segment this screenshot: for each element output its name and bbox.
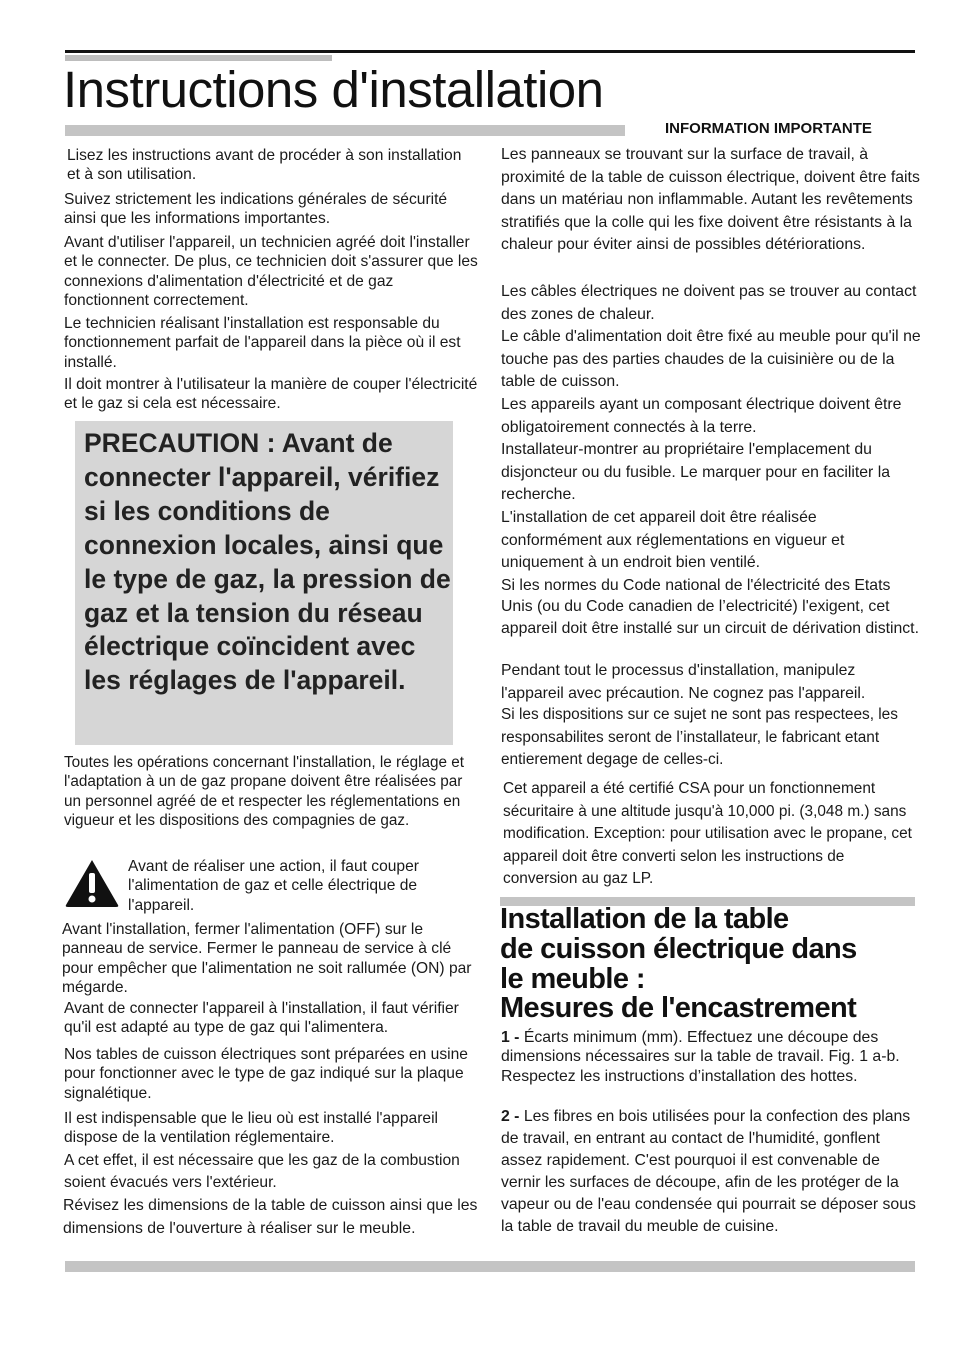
step-1-text: Écarts minimum (mm). Effectuez une découpe des dimensions nécessaires sur la table de travail. Fig. 1 a-b. xyxy=(501,1029,900,1066)
right-para-4: Les appareils ayant un composant électrique doivent être obligatoirement connectés à la terre. xyxy=(501,396,902,436)
left-para-9: Nos tables de cuisson électriques sont préparées en usine pour fonctionner avec le type de gaz indiqué sur la plaque signalétique. xyxy=(64,1046,468,1102)
step-2-number: 2 - xyxy=(501,1108,520,1125)
step-1-number: 1 - xyxy=(501,1029,520,1046)
right-para-7: Si les normes du Code national de l'électricité des Etats Unis (ou du Code canadien de l’electricité) l'exigent, cet appareil doit être installé sur un circuit de dérivation distinct. xyxy=(501,577,919,637)
left-para-7: Avant l'installation, fermer l'alimentation (OFF) sur le panneau de service. Fermer le panneau de service à clé pour empêcher que l'alimentation ne soit rallumée (ON) par mégarde. xyxy=(62,921,472,997)
left-para-2: Suivez strictement les indications générales de sécurité ainsi que les informations importantes. xyxy=(64,191,448,228)
page-title: Instructions d'installation xyxy=(63,61,604,118)
left-para-4: Le technicien réalisant l'installation est responsable du fonctionnement parfait de l'appareil dans la pièce où il est installé. xyxy=(64,315,461,371)
warning-text: Avant de réaliser une action, il faut couper l'alimentation de gaz et celle électrique de l'appareil. xyxy=(128,858,419,914)
section-heading-line-1: Installation de la table xyxy=(500,903,789,935)
right-para-3: Le câble d'alimentation doit être fixé au meuble pour qu'il ne touche pas des parties chaudes de la cuisinière ou de la table de cuisson. xyxy=(501,328,921,391)
left-para-11: A cet effet, il est nécessaire que les gaz de la combustion soient évacués vers l'extérieur. xyxy=(64,1152,460,1191)
right-para-2: Les câbles électriques ne doivent pas se trouver au contact des zones de chaleur. xyxy=(501,283,917,323)
section-heading-line-2: de cuisson électrique dans xyxy=(500,932,857,965)
left-para-1: Lisez les instructions avant de procéder à son installation et à son utilisation. xyxy=(67,147,462,184)
step-1 xyxy=(501,1028,921,1086)
warning-triangle-icon xyxy=(64,858,120,908)
left-para-6: Toutes les opérations concernant l'installation, le réglage et l'adaptation à un de gaz propane doivent être réalisées par un personnel agréé de et respecter les réglementations en vigueur et les dispositions des compagnies de gaz. xyxy=(64,754,465,830)
section-heading-line-4: Mesures de l'encastrement xyxy=(500,992,857,1025)
right-para-5: Installateur-montrer au propriétaire l'emplacement du disjoncteur ou du fusible. Le marquer pour en faciliter la recherche. xyxy=(501,441,890,504)
right-para-9: Si les dispositions sur ce sujet ne sont pas respectees, les responsabilites seront de l’installateur, le fabricant etant entierement degage de celles-ci. xyxy=(501,706,898,769)
left-para-3: Avant d'utiliser l'appareil, un technicien agréé doit l'installer et le connecter. De plus, ce technicien doit s'assurer que les connexions d'alimentation d'électricité et de gaz fonctionnent correctement. xyxy=(64,234,478,310)
right-para-8: Pendant tout le processus d'installation, manipulez l'appareil avec précaution. Ne cognez pas l'appareil. xyxy=(501,662,866,702)
step-1-extra: Respectez les instructions d’installation des hottes. xyxy=(501,1067,858,1085)
left-para-5: Il doit montrer à l'utilisateur la manière de couper l'électricité et le gaz si cela est nécessaire. xyxy=(64,376,478,413)
right-para-10: Cet appareil a été certifié CSA pour un fonctionnement sécuritaire à une altitude jusqu'à 10,000 pi. (3,048 m.) sans modification. Exception: pour utilisation avec le propane, cet appareil doit être converti selon les instructions de conversion au gaz LP. xyxy=(503,780,912,888)
right-para-6: L'installation de cet appareil doit être réalisée conformément aux réglementations en vigueur et uniquement à un endroit bien ventilé. xyxy=(501,509,845,572)
info-important-label: INFORMATION IMPORTANTE xyxy=(665,120,872,137)
left-para-12: Révisez les dimensions de la table de cuisson ainsi que les dimensions de l'ouverture à réaliser sur le meuble. xyxy=(63,1197,478,1237)
precaution-box xyxy=(75,421,453,745)
left-para-10: Il est indispensable que le lieu où est installé l'appareil dispose de la ventilation réglementaire. xyxy=(64,1110,438,1147)
title-grey-bar xyxy=(65,125,625,136)
section-heading-line-3: le meuble : xyxy=(500,962,645,995)
right-para-1: Les panneaux se trouvant sur la surface de travail, à proximité de la table de cuisson électrique, doivent être faits dans un matériau non inflammable. Autant les revêtements stratifiés que la colle qui les fixe doivent être résistants à la chaleur pour éviter ainsi de possibles détériorations. xyxy=(501,146,920,254)
section-heading xyxy=(500,905,920,1024)
step-2-text: Les fibres en bois utilisées pour la confection des plans de travail, en entrant au contact de l'humidité, gonflent assez rapidement. C'est pourquoi il est convenable de vernir les surfaces de découpe, afin de les protéger de la vapeur ou de l'eau condensée qui pourrait se déposer sous la table de travail du meuble de cuisine. xyxy=(501,1108,916,1235)
step-2 xyxy=(501,1106,921,1237)
left-para-8: Avant de connecter l'appareil à l'installation, il faut vérifier qu'il est adapté au type de gaz qui l'alimentera. xyxy=(64,1000,459,1037)
top-rule xyxy=(65,50,915,53)
bottom-grey-bar xyxy=(65,1261,915,1272)
precaution-text: PRECAUTION : Avant de connecter l'appareil, vérifiez si les conditions de connexion locales, ainsi que le type de gaz, la pression de gaz et la tension du réseau électrique coïncident avec les réglages de l'appareil. xyxy=(84,428,451,696)
